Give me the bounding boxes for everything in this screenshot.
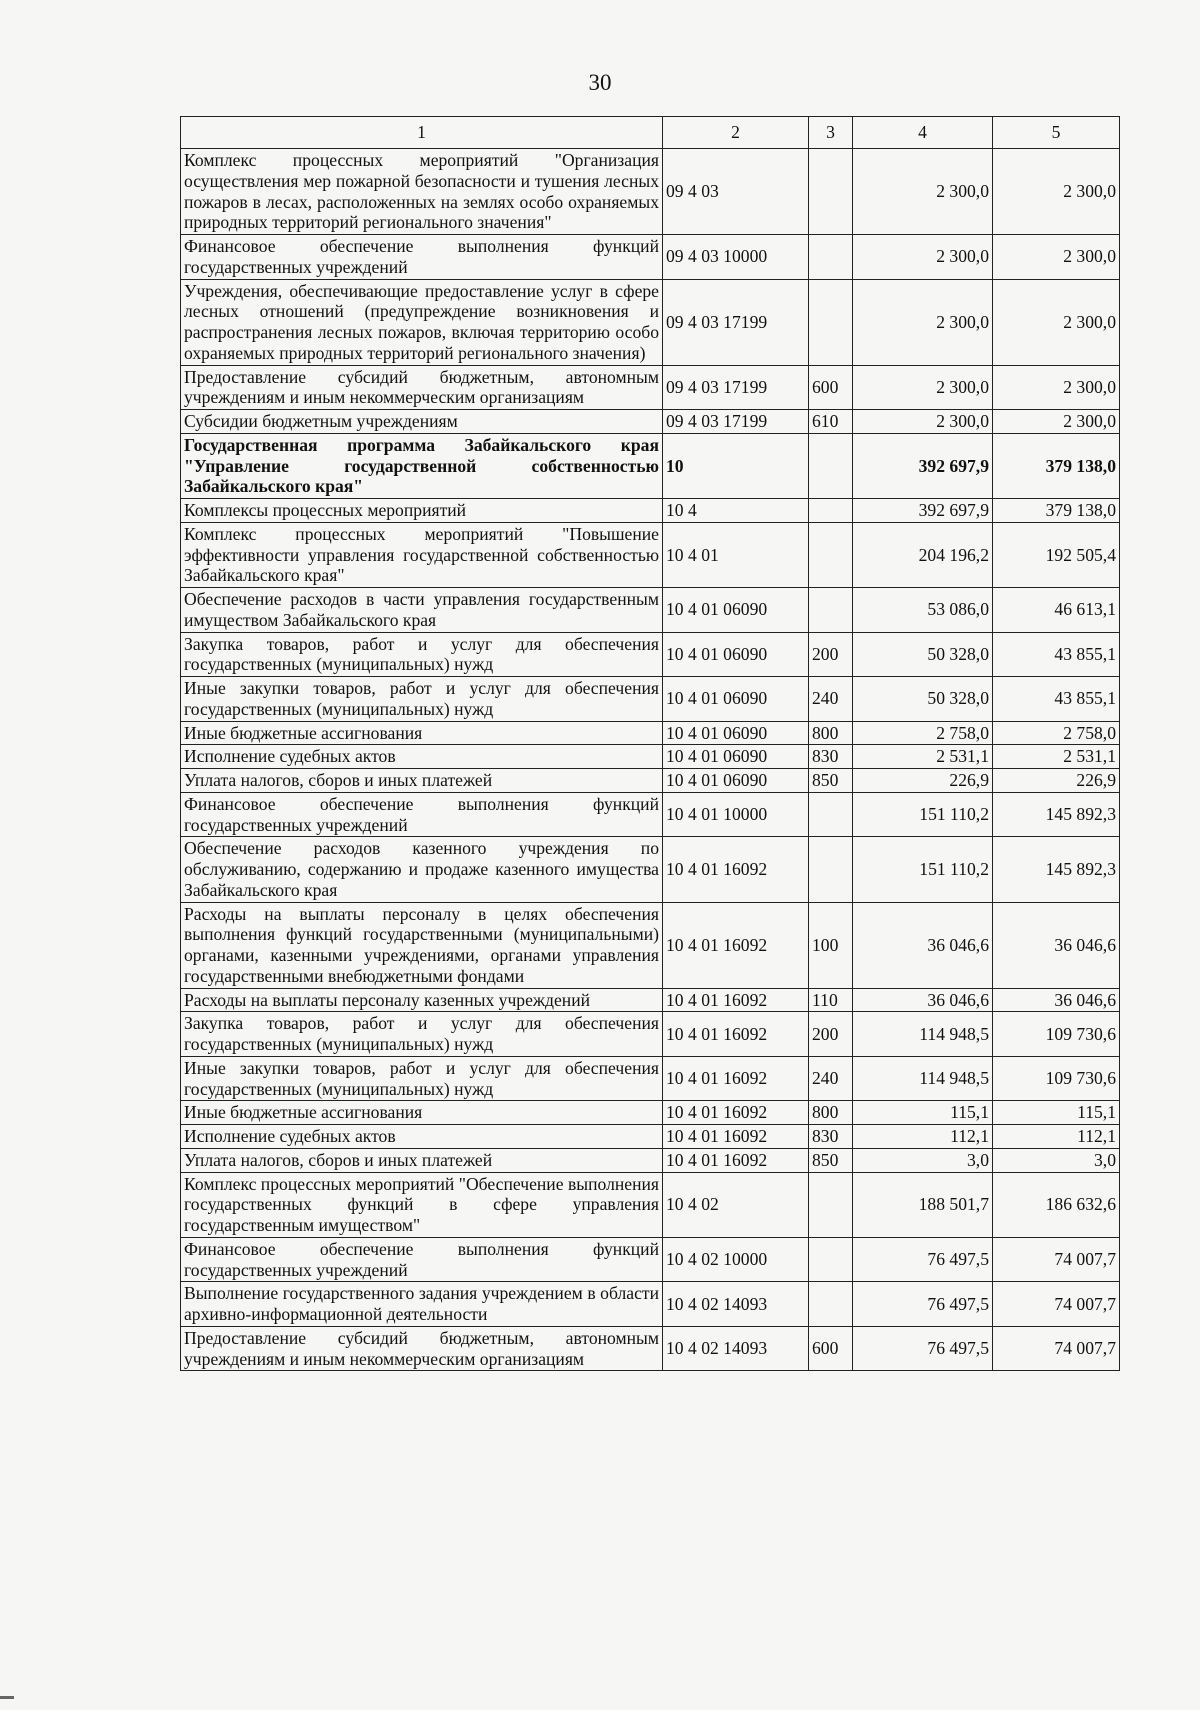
table-row <box>181 677 1120 722</box>
row-value-2-cell: 112,1 <box>993 1125 1120 1149</box>
row-value-1-cell: 2 531,1 <box>853 745 993 769</box>
row-name-cell: Обеспечение расходов казенного учреждения по обслуживанию, содержанию и продаже казенного имущества Забайкальского края <box>181 837 663 902</box>
row-vr-cell: 240 <box>809 1056 853 1101</box>
row-value-1-cell: 76 497,5 <box>853 1326 993 1371</box>
page-number: 30 <box>588 70 612 95</box>
row-vr-cell <box>809 1172 853 1237</box>
row-name-cell: Государственная программа Забайкальского края "Управление государственной собственностью Забайкальского края" <box>181 433 663 498</box>
row-value-1-cell: 151 110,2 <box>853 837 993 902</box>
table-row <box>181 837 1120 902</box>
row-name-cell: Финансовое обеспечение выполнения функций государственных учреждений <box>181 792 663 837</box>
row-value-1-cell: 115,1 <box>853 1101 993 1125</box>
row-code-cell: 10 4 01 16092 <box>663 988 809 1012</box>
table-row <box>181 902 1120 988</box>
row-value-1-cell: 226,9 <box>853 769 993 793</box>
row-vr-cell <box>809 588 853 633</box>
row-value-2-cell: 2 300,0 <box>993 410 1120 434</box>
table-row <box>181 988 1120 1012</box>
row-value-2-cell: 74 007,7 <box>993 1282 1120 1327</box>
header-col-5: 5 <box>993 117 1120 149</box>
table-row <box>181 410 1120 434</box>
row-name-cell: Уплата налогов, сборов и иных платежей <box>181 1148 663 1172</box>
row-value-1-cell: 2 300,0 <box>853 410 993 434</box>
row-code-cell: 10 4 01 06090 <box>663 677 809 722</box>
row-value-1-cell: 3,0 <box>853 1148 993 1172</box>
row-code-cell: 10 4 01 16092 <box>663 1012 809 1057</box>
row-vr-cell <box>809 499 853 523</box>
row-value-2-cell: 46 613,1 <box>993 588 1120 633</box>
row-code-cell: 10 4 01 10000 <box>663 792 809 837</box>
table-row <box>181 769 1120 793</box>
header-col-3: 3 <box>809 117 853 149</box>
row-value-1-cell: 204 196,2 <box>853 522 993 587</box>
row-vr-cell <box>809 235 853 280</box>
row-code-cell: 10 4 01 06090 <box>663 588 809 633</box>
row-vr-cell: 610 <box>809 410 853 434</box>
row-code-cell: 10 4 <box>663 499 809 523</box>
row-vr-cell: 850 <box>809 769 853 793</box>
table-row <box>181 1326 1120 1371</box>
table-row <box>181 522 1120 587</box>
row-value-1-cell: 76 497,5 <box>853 1237 993 1282</box>
row-code-cell: 09 4 03 17199 <box>663 279 809 365</box>
row-value-2-cell: 36 046,6 <box>993 988 1120 1012</box>
row-value-2-cell: 192 505,4 <box>993 522 1120 587</box>
scan-corner-mark <box>0 1696 14 1699</box>
row-code-cell: 10 4 01 06090 <box>663 632 809 677</box>
row-vr-cell: 800 <box>809 1101 853 1125</box>
row-value-2-cell: 43 855,1 <box>993 632 1120 677</box>
row-code-cell: 09 4 03 <box>663 149 809 235</box>
row-name-cell: Расходы на выплаты персоналу в целях обеспечения выполнения функций государственными (муниципальными) органами, казенными учреждениями, органами управления государственными внебюджетными фондами <box>181 902 663 988</box>
row-code-cell: 10 4 01 16092 <box>663 1125 809 1149</box>
row-name-cell: Предоставление субсидий бюджетным, автономным учреждениям и иным некоммерческим организациям <box>181 1326 663 1371</box>
row-vr-cell <box>809 837 853 902</box>
row-value-2-cell: 109 730,6 <box>993 1056 1120 1101</box>
row-value-1-cell: 2 300,0 <box>853 235 993 280</box>
row-name-cell: Учреждения, обеспечивающие предоставление услуг в сфере лесных отношений (предупреждение возникновения и распространения лесных пожаров, включая территорию особо охраняемых природных территорий регионального значения) <box>181 279 663 365</box>
header-col-1: 1 <box>181 117 663 149</box>
row-vr-cell: 600 <box>809 365 853 410</box>
row-vr-cell: 830 <box>809 1125 853 1149</box>
row-code-cell: 09 4 03 17199 <box>663 365 809 410</box>
row-value-2-cell: 379 138,0 <box>993 433 1120 498</box>
row-value-1-cell: 2 758,0 <box>853 721 993 745</box>
row-name-cell: Комплекс процессных мероприятий "Организация осуществления мер пожарной безопасности и тушения лесных пожаров в лесах, расположенных на землях особо охраняемых природных территорий регионального значения" <box>181 149 663 235</box>
row-value-1-cell: 392 697,9 <box>853 433 993 498</box>
row-code-cell: 10 4 02 <box>663 1172 809 1237</box>
row-code-cell: 10 4 01 16092 <box>663 837 809 902</box>
row-value-2-cell: 2 300,0 <box>993 235 1120 280</box>
row-value-1-cell: 50 328,0 <box>853 632 993 677</box>
row-value-2-cell: 43 855,1 <box>993 677 1120 722</box>
row-code-cell: 10 4 02 14093 <box>663 1326 809 1371</box>
row-name-cell: Уплата налогов, сборов и иных платежей <box>181 769 663 793</box>
table-row <box>181 792 1120 837</box>
table-row <box>181 721 1120 745</box>
row-code-cell: 10 4 01 16092 <box>663 902 809 988</box>
row-value-2-cell: 145 892,3 <box>993 792 1120 837</box>
row-name-cell: Закупка товаров, работ и услуг для обеспечения государственных (муниципальных) нужд <box>181 1012 663 1057</box>
row-value-1-cell: 36 046,6 <box>853 902 993 988</box>
row-value-2-cell: 74 007,7 <box>993 1326 1120 1371</box>
row-name-cell: Расходы на выплаты персоналу казенных учреждений <box>181 988 663 1012</box>
row-value-1-cell: 76 497,5 <box>853 1282 993 1327</box>
row-value-1-cell: 2 300,0 <box>853 149 993 235</box>
row-code-cell: 10 4 01 16092 <box>663 1056 809 1101</box>
row-value-1-cell: 53 086,0 <box>853 588 993 633</box>
row-code-cell: 10 4 01 16092 <box>663 1101 809 1125</box>
row-vr-cell <box>809 522 853 587</box>
table-row <box>181 499 1120 523</box>
row-value-2-cell: 2 531,1 <box>993 745 1120 769</box>
row-name-cell: Иные бюджетные ассигнования <box>181 1101 663 1125</box>
row-vr-cell: 200 <box>809 1012 853 1057</box>
table-row <box>181 632 1120 677</box>
row-name-cell: Обеспечение расходов в части управления государственным имуществом Забайкальского края <box>181 588 663 633</box>
table-row <box>181 1237 1120 1282</box>
row-value-1-cell: 36 046,6 <box>853 988 993 1012</box>
budget-table <box>180 116 1120 1371</box>
row-value-1-cell: 151 110,2 <box>853 792 993 837</box>
table-body <box>181 149 1120 1371</box>
row-value-2-cell: 2 300,0 <box>993 279 1120 365</box>
row-value-1-cell: 2 300,0 <box>853 365 993 410</box>
row-name-cell: Выполнение государственного задания учреждением в области архивно-информационной деятельности <box>181 1282 663 1327</box>
row-value-2-cell: 186 632,6 <box>993 1172 1120 1237</box>
table-row <box>181 1148 1120 1172</box>
row-code-cell: 10 4 01 06090 <box>663 721 809 745</box>
table-row <box>181 588 1120 633</box>
row-name-cell: Исполнение судебных актов <box>181 745 663 769</box>
row-code-cell: 10 4 02 14093 <box>663 1282 809 1327</box>
row-value-2-cell: 2 758,0 <box>993 721 1120 745</box>
row-name-cell: Комплексы процессных мероприятий <box>181 499 663 523</box>
row-value-2-cell: 2 300,0 <box>993 149 1120 235</box>
row-vr-cell: 240 <box>809 677 853 722</box>
row-name-cell: Комплекс процессных мероприятий "Повышение эффективности управления государственной собственностью Забайкальского края" <box>181 522 663 587</box>
row-value-1-cell: 112,1 <box>853 1125 993 1149</box>
row-value-2-cell: 74 007,7 <box>993 1237 1120 1282</box>
row-vr-cell: 100 <box>809 902 853 988</box>
table-header-row <box>181 117 1120 149</box>
row-value-1-cell: 392 697,9 <box>853 499 993 523</box>
row-vr-cell: 850 <box>809 1148 853 1172</box>
table-row <box>181 365 1120 410</box>
table-row <box>181 433 1120 498</box>
row-value-2-cell: 145 892,3 <box>993 837 1120 902</box>
row-vr-cell: 830 <box>809 745 853 769</box>
header-col-2: 2 <box>663 117 809 149</box>
table-row <box>181 1125 1120 1149</box>
row-vr-cell: 800 <box>809 721 853 745</box>
row-name-cell: Комплекс процессных мероприятий "Обеспечение выполнения государственных функций в сфере управления государственным имуществом" <box>181 1172 663 1237</box>
row-vr-cell <box>809 1282 853 1327</box>
table-row <box>181 149 1120 235</box>
row-name-cell: Иные закупки товаров, работ и услуг для обеспечения государственных (муниципальных) нужд <box>181 1056 663 1101</box>
row-name-cell: Предоставление субсидий бюджетным, автономным учреждениям и иным некоммерческим организациям <box>181 365 663 410</box>
row-vr-cell <box>809 1237 853 1282</box>
table-row <box>181 1101 1120 1125</box>
row-code-cell: 10 4 01 06090 <box>663 745 809 769</box>
table-row <box>181 1282 1120 1327</box>
table-row <box>181 1172 1120 1237</box>
row-name-cell: Иные закупки товаров, работ и услуг для обеспечения государственных (муниципальных) нужд <box>181 677 663 722</box>
row-vr-cell <box>809 433 853 498</box>
row-value-1-cell: 50 328,0 <box>853 677 993 722</box>
table-row <box>181 1012 1120 1057</box>
row-value-2-cell: 115,1 <box>993 1101 1120 1125</box>
row-name-cell: Иные бюджетные ассигнования <box>181 721 663 745</box>
row-vr-cell <box>809 279 853 365</box>
row-vr-cell: 110 <box>809 988 853 1012</box>
row-name-cell: Закупка товаров, работ и услуг для обеспечения государственных (муниципальных) нужд <box>181 632 663 677</box>
table-row <box>181 1056 1120 1101</box>
table-row <box>181 745 1120 769</box>
row-value-2-cell: 226,9 <box>993 769 1120 793</box>
table-row <box>181 235 1120 280</box>
table-row <box>181 279 1120 365</box>
row-value-1-cell: 2 300,0 <box>853 279 993 365</box>
row-vr-cell: 600 <box>809 1326 853 1371</box>
row-name-cell: Финансовое обеспечение выполнения функций государственных учреждений <box>181 1237 663 1282</box>
row-name-cell: Финансовое обеспечение выполнения функций государственных учреждений <box>181 235 663 280</box>
row-value-2-cell: 109 730,6 <box>993 1012 1120 1057</box>
row-name-cell: Субсидии бюджетным учреждениям <box>181 410 663 434</box>
row-value-2-cell: 2 300,0 <box>993 365 1120 410</box>
row-value-1-cell: 114 948,5 <box>853 1012 993 1057</box>
row-value-2-cell: 379 138,0 <box>993 499 1120 523</box>
row-code-cell: 10 4 01 16092 <box>663 1148 809 1172</box>
row-value-2-cell: 3,0 <box>993 1148 1120 1172</box>
row-name-cell: Исполнение судебных актов <box>181 1125 663 1149</box>
row-value-2-cell: 36 046,6 <box>993 902 1120 988</box>
row-vr-cell: 200 <box>809 632 853 677</box>
row-vr-cell <box>809 792 853 837</box>
row-code-cell: 10 <box>663 433 809 498</box>
row-vr-cell <box>809 149 853 235</box>
row-value-1-cell: 114 948,5 <box>853 1056 993 1101</box>
row-code-cell: 09 4 03 17199 <box>663 410 809 434</box>
row-value-1-cell: 188 501,7 <box>853 1172 993 1237</box>
row-code-cell: 10 4 01 <box>663 522 809 587</box>
header-col-4: 4 <box>853 117 993 149</box>
row-code-cell: 09 4 03 10000 <box>663 235 809 280</box>
row-code-cell: 10 4 02 10000 <box>663 1237 809 1282</box>
row-code-cell: 10 4 01 06090 <box>663 769 809 793</box>
